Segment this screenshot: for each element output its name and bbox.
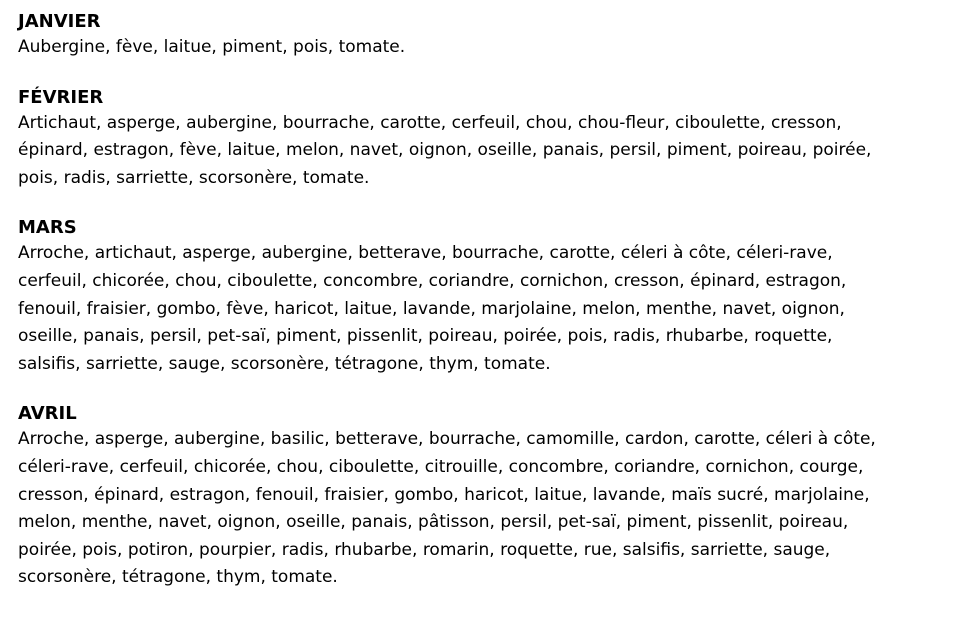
text-line: Artichaut, asperge, aubergine, bourrache, carotte, cerfeuil, chou, chou-fleur, ciboulette, cresson, <box>18 112 842 133</box>
text-line: poirée, pois, potiron, pourpier, radis, rhubarbe, romarin, roquette, rue, salsifis, sarriette, sauge, <box>18 539 831 560</box>
text-line: scorsonère, tétragone, thym, tomate. <box>18 567 338 588</box>
month-section-fevrier <box>18 86 958 193</box>
text-line: Arroche, asperge, aubergine, basilic, betterave, bourrache, camomille, cardon, carotte, céleri à côte, <box>18 429 876 450</box>
month-vegetable-list <box>18 426 958 592</box>
text-line: épinard, estragon, fève, laitue, melon, navet, oignon, oseille, panais, persil, piment, poireau, poirée, <box>18 140 872 161</box>
text-line: oseille, panais, persil, pet-saï, piment, pissenlit, poireau, poirée, pois, radis, rhubarbe, roquette, <box>18 326 833 347</box>
month-vegetable-list <box>18 240 958 378</box>
month-title: FÉVRIER <box>18 86 104 108</box>
text-line: salsifis, sarriette, sauge, scorsonère, tétragone, thym, tomate. <box>18 353 551 374</box>
month-section-avril <box>18 402 958 592</box>
text-line: céleri-rave, cerfeuil, chicorée, chou, ciboulette, citrouille, concombre, coriandre, cornichon, courge, <box>18 456 864 477</box>
month-vegetable-list <box>18 110 958 193</box>
text-line: melon, menthe, navet, oignon, oseille, panais, pâtisson, persil, pet-saï, piment, pissenlit, poireau, <box>18 512 849 533</box>
month-title: JANVIER <box>18 11 101 32</box>
text-line: Aubergine, fève, laitue, piment, pois, tomate. <box>18 37 406 57</box>
month-vegetable-list <box>18 34 958 62</box>
month-title: AVRIL <box>18 403 77 425</box>
month-section-janvier <box>18 10 958 62</box>
planting-calendar <box>18 10 958 616</box>
month-title: MARS <box>18 217 77 239</box>
text-line: Arroche, artichaut, asperge, aubergine, betterave, bourrache, carotte, céleri à côte, céleri-rave, <box>18 243 833 264</box>
text-line: cresson, épinard, estragon, fenouil, fraisier, gombo, haricot, laitue, lavande, maïs sucré, marjolaine, <box>18 484 870 505</box>
text-line: pois, radis, sarriette, scorsonère, tomate. <box>18 167 370 188</box>
month-section-mars <box>18 216 958 378</box>
text-line: fenouil, fraisier, gombo, fève, haricot, laitue, lavande, marjolaine, melon, menthe, navet, oignon, <box>18 298 845 319</box>
text-line: cerfeuil, chicorée, chou, ciboulette, concombre, coriandre, cornichon, cresson, épinard, estragon, <box>18 270 847 291</box>
